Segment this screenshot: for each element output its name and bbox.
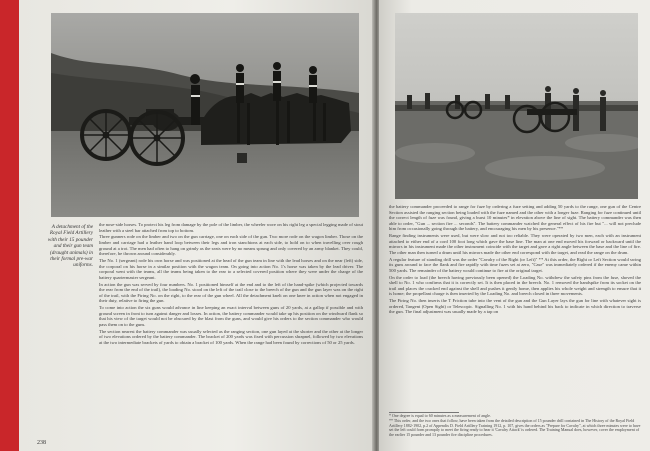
left-page <box>19 0 375 451</box>
paragraph: Range finding instruments were used, but were slow and not too reliable. They were operated by two men, each with an instrument attached to either end of a cord 100 foot long which gave the base line. The man at one end moved his forward or backward until the mirrors in his instrument made the other instrument coincide with the target and gave a right angle between the base and the line of fire. The other man then turned a drum until his mirrors made the other end correspond with the target, and read the range on the drum. <box>389 233 641 255</box>
footnote: * One degree is equal to 60 minutes as a measurement of angle. <box>389 414 491 418</box>
paragraph: The section nearest the battery commander was usually selected as the ranging section, one gun layed at the shorter and the other at the longer of two elevations ordered by the battery commander. The bracket of 200 yards was fixed with percussion shrapnel, followed by two elevations at the two intermediate brackets of yards to obtain a bracket of 100 yards. When the range had been found by corrections of 50 or 25 yards. <box>99 328 363 345</box>
artillery-team-photo <box>51 13 359 217</box>
photo-caption: A detachment of the Royal Field Artillery with their 15 pounder and their gun team (draught animals) in their formal pre-war uniforms. <box>47 224 93 269</box>
artillery-team-photo-image <box>51 13 359 217</box>
page-number: 238 <box>37 440 46 446</box>
left-body-text <box>99 222 363 440</box>
field-gun-battery-photo <box>395 13 638 199</box>
paragraph: Three gunners rode on the limber and two on the gun carriage, one on each side of the gun. Two more rode on the wagon limber. Those on the limber and carriage had a leather hand loop between their legs and iron stanchions at each side, to hold on to when travelling over rough ground at a trot. The men had often to hang on grimly as the seats were by no means sprung and only covered by an army blanket. They could, therefore, be thrown around considerably. <box>99 234 363 257</box>
field-gun-battery-photo-image <box>395 13 638 199</box>
footnote-rule <box>389 412 459 413</box>
paragraph: A regular feature of standing drill was the order "Cavalry of the Right (or Left)" ** At this order, the Right or Left Section would swing its guns around to face the flank and fire rapidly with time fuzes set at zero, "Case" was immediately ordered if the enemy came within 500 yards. The remainder of the battery would continue to fire at the original target. <box>389 256 641 273</box>
right-body-text <box>389 204 641 410</box>
footnote: ** This order, and the two ones that follow, have been taken from the detailed description of 15 pounder drill contained in The History of the Royal Field Artillery 1882-1902, p.2 of Appendix D. Field Artillery Training 1912, p. 107, gives the orders as "Prepare for Cavalry", at which three minutes were to have set the left could form promptly to meet the firing ready to hear it 'Cavalry Attack' is ordered. The Training Manual does, however, cover the employment of the earlier 15 pounder and 13 pounder fire discipline procedures. <box>389 417 641 438</box>
paragraph: The No. 1 (sergeant) rode his own horse and was positioned at the head of the gun team in line with the lead horses and on the near (left) side, the corporal on his horse in a similar position with the wagon team. On going into action No. 1's horse was taken by the lead driver. The corporal went with the teams, all the teams being taken to the rear to a selected covered position where they were under the charge of the battery quartermaster sergeant. <box>99 257 363 280</box>
book-cover-edge <box>0 0 19 451</box>
paragraph: The Firing No. then inserts the T Friction tube into the vent of the gun and the Gun Layer lays the gun for line with whatever sight is ordered, Tangent (Open Sight) or Telescopic. Signalling No. 1 with his hand behind his back to indicate in which direction to traverse the gun. The final adjustment was usually made by a tap on <box>389 298 641 315</box>
right-page <box>379 0 650 451</box>
paragraph: On the order to load (the breech having previously been opened) the Loading No. withdrew the safety pins from the fuse, shoved the shell to No. 1 who confirms that it is correctly set. It is then placed in the breech. No. 1 removed the handspike from its socket on the trail and places the cracked end against the shell and pushes it gently home, then applies his whole weight and strength to ensure that it is home; the propellant charge is then inserted by the Loading No. and breech closed in three movements. <box>389 274 641 297</box>
footnotes <box>389 414 641 448</box>
paragraph: In action the gun was served by four numbers. No. 1 positioned himself at the end and to the left of the hand-spike (which projected towards the rear from the end of the trail), the loading No. stood on the left of the trail close to the breech of the gun and the gun layer was on the right of the trail, with the Firing No. on the right, to the rear of the gun wheel. All the detachment knelt on one knee in action when not engaged in their duty, relative to firing the gun. <box>99 281 363 304</box>
paragraph: To come into action the six guns would advance in line keeping an exact interval between guns of 20 yards, at a gallop if possible and with ground screen in front to turn against danger and losses. In action, the battery commander would take up his position on the windward flank so that his view of the target would not be obscured by the blast from the guns, and would give his orders to the section commander who would pass them on to the guns. <box>99 305 363 327</box>
paragraph: the nose-side horses. To protect his leg from damage by the pole of the limber, the wheeler wore on his right leg a special legging made of stout leather with a steel bar attached from top to bottom. <box>99 222 363 233</box>
paragraph: the battery commander proceeded to range for fuze by ordering a fuze setting and adding 50 yards to the range, one gun of the Centre Section assisted the ranging section being loaded with the fuze named and the other with a longer fuze. Ranging for fuze continued until the correct length of fuze was found, giving a burst 10 minutes* in elevation above the line of sight. The battery commander was then able to order, "Gun ... section fire ... seconds". The battery commander watched the general effect of his fire but "... will not preclude him from occasionally going through the battery, and encouraging his men by his presence."** <box>389 204 641 232</box>
